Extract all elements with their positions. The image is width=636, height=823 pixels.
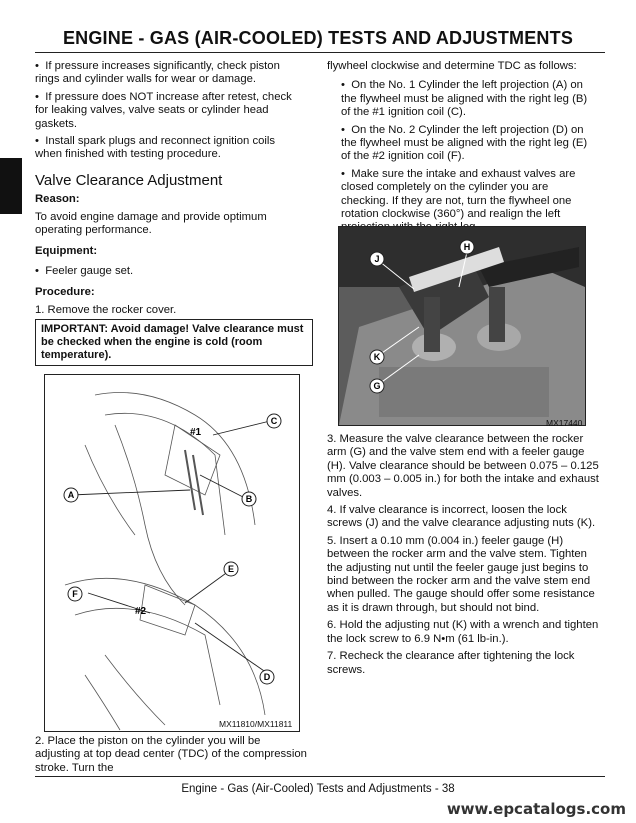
cylinder-1-label: #1 bbox=[190, 427, 202, 438]
important-notice: IMPORTANT: Avoid damage! Valve clearance must be checked when the engine is cold (room temperature). bbox=[35, 319, 313, 366]
section-tab-marker bbox=[0, 158, 22, 214]
cylinder-2-label: #2 bbox=[135, 606, 147, 617]
bullet-item: • Make sure the intake and exhaust valves are closed completely on the cylinder you are checking. If they are not, turn the flywheel one rotation clockwise (360°) and realign the left bbox=[341, 167, 576, 221]
right-column-steps bbox=[327, 433, 599, 681]
callout-d-label: D bbox=[263, 672, 271, 682]
section-title: Valve Clearance Adjustment bbox=[35, 171, 223, 189]
callout-a-label: A bbox=[67, 490, 75, 500]
callout-g-label: G bbox=[373, 381, 381, 391]
bullet-item: • If pressure does NOT increase after retest, check for leaking valves, valve seats or cylinder head gaskets. bbox=[35, 90, 292, 130]
right-column-top bbox=[327, 60, 599, 239]
valve-photo bbox=[338, 226, 586, 426]
bullet-item: • On the No. 2 Cylinder the left projection (D) on the flywheel must be aligned with the right leg (E) of the #2 ignition coil (F). bbox=[341, 123, 588, 163]
procedure-label: Procedure: bbox=[35, 286, 95, 299]
equipment-label: Equipment: bbox=[35, 245, 98, 258]
bullet-item: • On the No. 1 Cylinder the left projection (A) on the flywheel must be aligned with the right leg (B) of the #1 ignition coil (C). bbox=[341, 79, 588, 119]
callout-e-label: E bbox=[227, 564, 235, 574]
callout-j-label: J bbox=[374, 254, 380, 264]
footer-rule bbox=[35, 776, 605, 777]
callout-f-label: F bbox=[72, 589, 78, 599]
step-2: 2. Place the piston on the cylinder you will be adjusting at top dead center (TDC) of the compression stroke. Turn the bbox=[35, 735, 307, 774]
step-3: 3. Measure the valve clearance between the rocker arm (G) and the valve stem end with a feeler gauge (H). Valve clearance should be between 0.075 – 0.125 mm (0.003 – 0.005 in.) for both the intake and exhaust valves. bbox=[327, 433, 599, 499]
reason-text: To avoid engine damage and provide optimum operating performance. bbox=[35, 210, 267, 237]
photo-caption: MX17440 bbox=[546, 418, 583, 428]
equipment-item: • Feeler gauge set. bbox=[35, 264, 134, 277]
ignition-coil-figure bbox=[44, 374, 300, 732]
callout-b-label: B bbox=[245, 494, 253, 504]
callout-h-label: H bbox=[463, 242, 471, 252]
page-header: ENGINE - GAS (AIR-COOLED) TESTS AND ADJUSTMENTS bbox=[62, 28, 574, 48]
step-1: 1. Remove the rocker cover. bbox=[35, 303, 177, 316]
reason-label: Reason: bbox=[35, 193, 80, 206]
header-rule bbox=[35, 52, 605, 53]
callout-c-label: C bbox=[270, 416, 278, 426]
step-7: 7. Recheck the clearance after tightening the lock screws. bbox=[327, 650, 575, 676]
bullet-item: • Install spark plugs and reconnect ignition coils when finished with testing procedure. bbox=[35, 135, 276, 161]
watermark: www.epcatalogs.com bbox=[446, 800, 626, 818]
step-5: 5. Insert a 0.10 mm (0.004 in.) feeler gauge (H) between the rocker arm and the valve stem. Tighten the adjusting nut until the feeler gauge just begins to bind between the rocker arm and the valve stem end when pulled. The gauge should offer some resistance as it is drawn through, but should not bind. bbox=[327, 534, 595, 614]
continuation-text: flywheel clockwise and determine TDC as follows: bbox=[327, 60, 577, 72]
page-footer: Engine - Gas (Air-Cooled) Tests and Adjustments - 38 bbox=[181, 783, 455, 795]
bullet-item: • If pressure increases significantly, check piston rings and cylinder walls for wear or damage. bbox=[35, 60, 280, 86]
step-6: 6. Hold the adjusting nut (K) with a wrench and tighten the lock screw to 6.9 N•m (61 lb-in.). bbox=[327, 619, 599, 645]
left-column bbox=[35, 60, 305, 321]
valve-photo-drawing bbox=[339, 227, 585, 425]
figure-caption: MX11810/MX11811 bbox=[219, 719, 293, 729]
ignition-coil-drawing bbox=[45, 375, 299, 731]
step-4: 4. If valve clearance is incorrect, loosen the lock screws (J) and the valve clearance adjusting nuts (K). bbox=[327, 504, 596, 530]
callout-k-label: K bbox=[373, 352, 381, 362]
